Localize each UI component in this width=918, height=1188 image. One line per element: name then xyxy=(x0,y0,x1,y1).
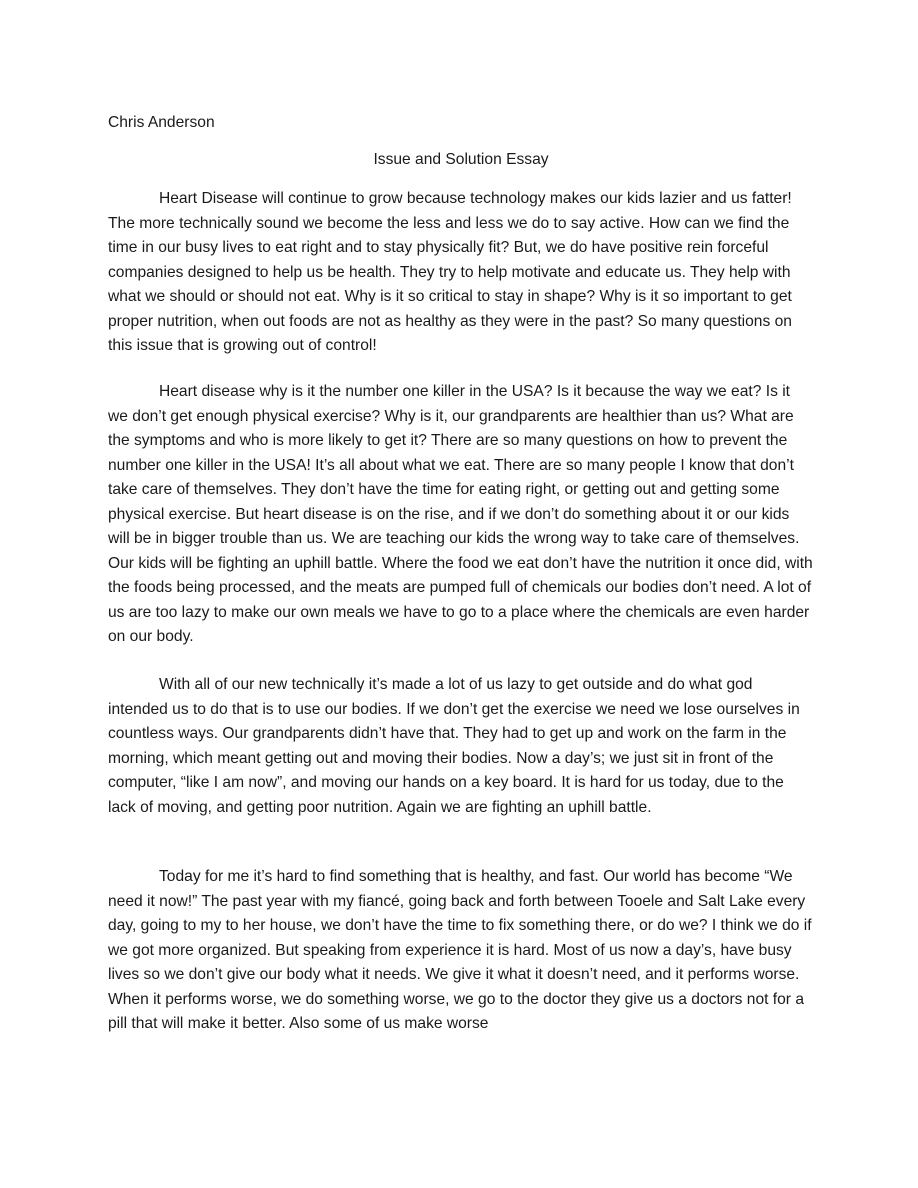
author-name: Chris Anderson xyxy=(108,114,215,131)
essay-title: Issue and Solution Essay xyxy=(373,151,549,168)
paragraph-4: Today for me it’s hard to find something that is healthy, and fast. Our world has become “We need it now!” The past year with my fiancé, going back and forth between Tooele and Salt Lake every day, going to my to her house, we don’t have the time to fix something there, or do we? I think we do if we got more organized. But speaking from experience it is hard. Most of us now a day’s, have busy lives so we don’t give our body what it needs. We give it what it doesn’t need, and it performs worse. When it performs worse, we do something worse, we go to the doctor they give us a doctors not for a pill that will make it better. Also some of us make worse xyxy=(108,868,812,1032)
paragraph-3: With all of our new technically it’s made a lot of us lazy to get outside and do what god intended us to do that is to use our bodies. If we don’t get the exercise we need we lose ourselves in countless ways. Our grandparents didn’t have that. They had to get up and work on the farm in the morning, which meant getting out and moving their bodies. Now a day’s; we just sit in front of the computer, “like I am now”, and moving our hands on a key board. It is hard for us today, due to the lack of moving, and getting poor nutrition. Again we are fighting an uphill battle. xyxy=(108,676,800,816)
paragraph-1: Heart Disease will continue to grow because technology makes our kids lazier and us fatter! The more technically sound we become the less and less we do to say active. How can we find the time in our busy lives to eat right and to stay physically fit? But, we do have positive rein forceful companies designed to help us be health. They try to help motivate and educate us. They help with what we should or should not eat. Why is it so critical to stay in shape? Why is it so important to get proper nutrition, when out foods are not as healthy as they were in the past? So many questions on this issue that is growing out of control! xyxy=(108,190,792,354)
paragraph-2: Heart disease why is it the number one killer in the USA? Is it because the way we eat? Is it we don’t get enough physical exercise? Why is it, our grandparents are healthier than us? What are the symptoms and who is more likely to get it? There are so many questions on how to prevent the number one killer in the USA! It’s all about what we eat. There are so many people I know that don’t take care of themselves. They don’t have the time for eating right, or getting out and getting some physical exercise. But heart disease is on the rise, and if we don’t do something about it or our kids will be in bigger trouble than us. We are teaching our kids the wrong way to take care of themselves. Our kids will be fighting an uphill battle. Where the food we eat don’t have the nutrition it once did, with the foods being processed, and the meats are pumped full of chemicals our bodies don’t need. A lot of us are too lazy to make our own meals we have to go to a place where the chemicals are even harder on our body. xyxy=(108,383,813,645)
